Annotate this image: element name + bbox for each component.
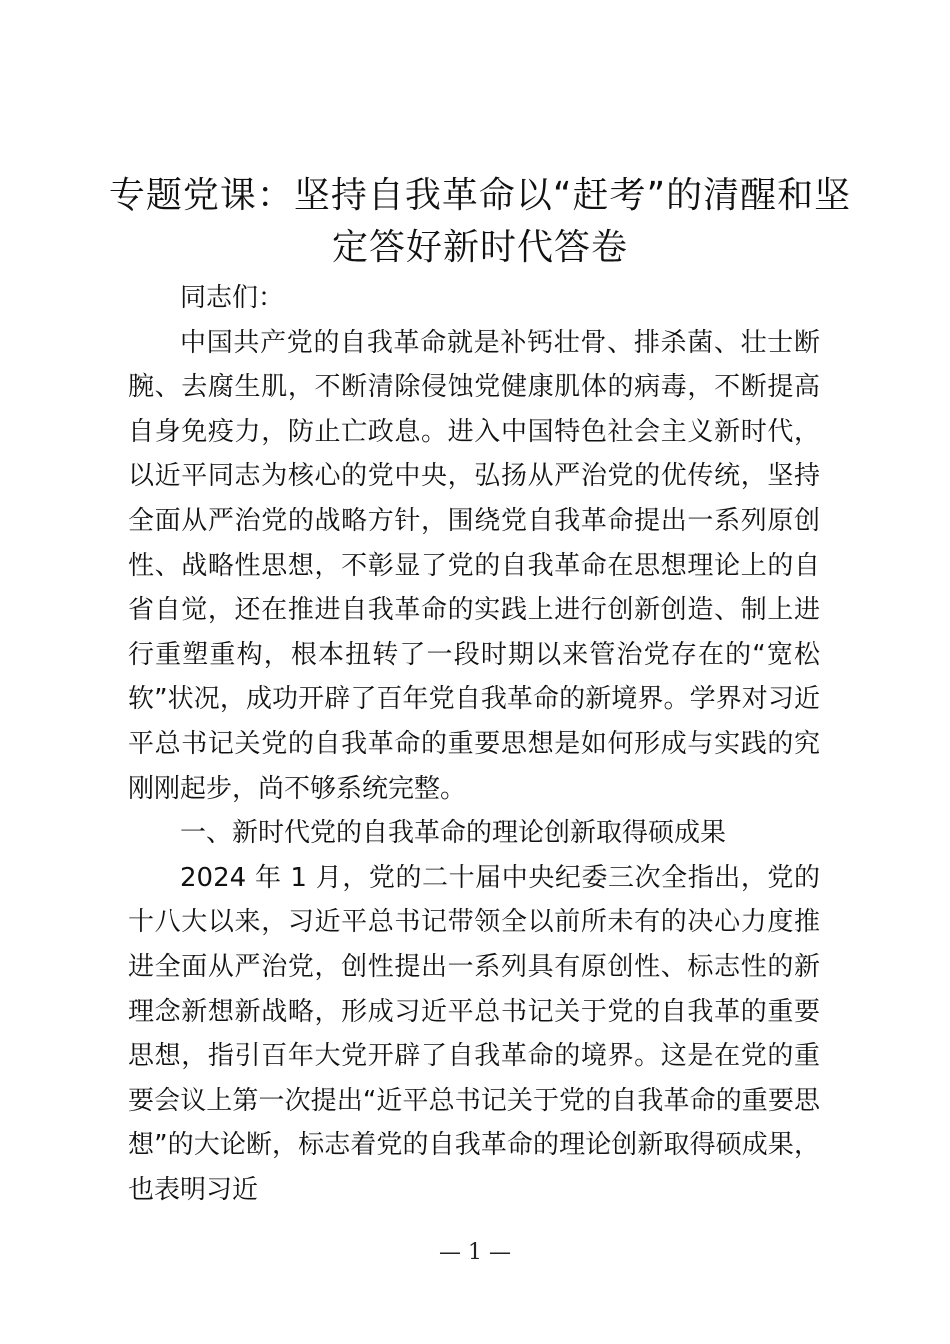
- paragraph-section-1: 2024 年 1 月，党的二十届中央纪委三次全指出，党的十八大以来，习近平总书记带领全以前所未有的决心力度推进全面从严治党，创性提出一系列具有原创性、标志性的新理念新想新战略，形成习近平总书记关于党的自我革的重要思想，指引百年大党开辟了自我革命的境界。这是在党的重要会议上第一次提出“近平总书记关于党的自我革命的重要思想”的大论断，标志着党的自我革命的理论创新取得硕成果，也表明习近: [128, 862, 820, 1205]
- page-number: — 1 —: [439, 1240, 511, 1265]
- section-heading: 一、新时代党的自我革命的理论创新取得硕成果: [180, 818, 727, 849]
- document-body: [128, 276, 820, 1212]
- salutation: 同志们：: [180, 283, 285, 313]
- document-title: 专题党课：坚持自我革命以“赶考”的清醒和坚定答好新时代答卷: [108, 175, 852, 268]
- paragraph-intro: 中国共产党的自我革命就是补钙壮骨、排杀菌、壮士断腕、去腐生肌，不断清除侵蚀党健康肌体的病毒，不断提高自身免疫力，防止亡政息。进入中国特色社会主义新时代，以近平同志为核心的党中央，弘扬从严治党的优传统，坚持全面从严治党的战略方针，围绕党自我革命提出一系列原创性、战略性思想，不彰显了党的自我革命在思想理论上的自省自觉，还在推进自我革命的实践上进行创新创造、制上进行重塑重构，根本扭转了一段时期以来管治党存在的“宽松软”状况，成功开辟了百年党自我革命的新境界。学界对习近平总书记关党的自我革命的重要思想是如何形成与实践的究刚刚起步，尚不够系统完整。: [128, 327, 820, 804]
